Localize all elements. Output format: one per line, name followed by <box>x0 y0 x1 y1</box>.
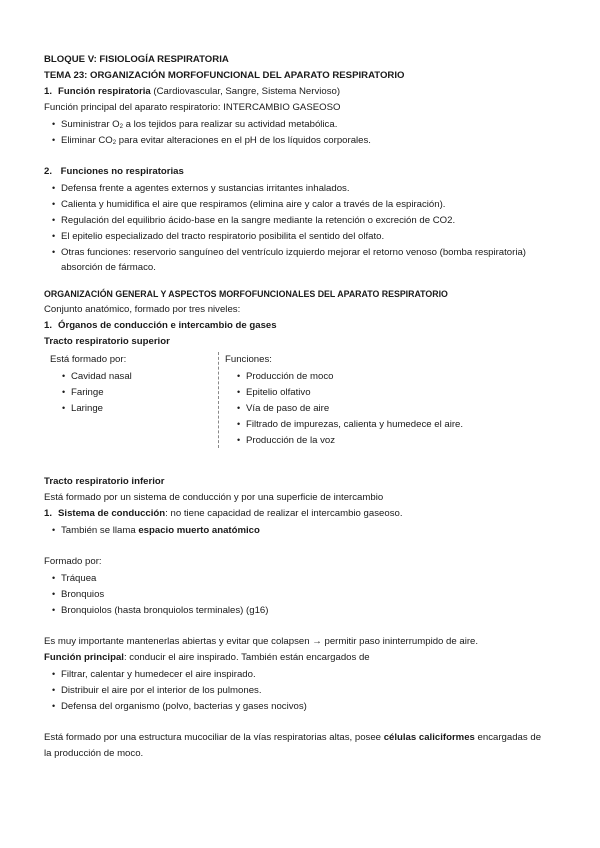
topic-title: TEMA 23: ORGANIZACIÓN MORFOFUNCIONAL DEL APARATO RESPIRATORIO <box>44 70 405 81</box>
list-item: • Vía de paso de aire <box>225 400 525 416</box>
list-item: • Producción de moco <box>225 368 525 384</box>
list-item: • El epitelio especializado del tracto respiratorio posibilita el sentido del olfato. <box>44 228 564 244</box>
list-item: • Defensa del organismo (polvo, bacterias y gases nocivos) <box>44 698 564 714</box>
list-item: • Distribuir el aire por el interior de los pulmones. <box>44 682 564 698</box>
main-function-line: Función principal: conducir el aire inspirado. También están encargados de <box>44 652 370 663</box>
section-2-heading: 2. Funciones no respiratorias <box>44 166 184 177</box>
formed-by-title: Formado por: <box>44 556 102 567</box>
important-note: Es muy importante mantenerlas abiertas y evitar que colapsen → permitir paso ininterrumpido de aire. <box>44 636 479 647</box>
composition-column <box>44 352 218 448</box>
main-function-text: Función principal del aparato respiratorio: INTERCAMBIO GASEOSO <box>44 102 341 113</box>
list-item: • Faringe <box>50 384 218 400</box>
list-item: • Laringe <box>50 400 218 416</box>
upper-tract-title: Tracto respiratorio superior <box>44 336 170 347</box>
list-item: • Filtrar, calentar y humedecer el aire inspirado. <box>44 666 564 682</box>
list-item-continuation: absorción de fármaco. <box>61 262 156 273</box>
organization-intro: Conjunto anatómico, formado por tres niveles: <box>44 304 241 315</box>
organization-heading: ORGANIZACIÓN GENERAL Y ASPECTOS MORFOFUNCIONALES DEL APARATO RESPIRATORIO <box>44 289 448 299</box>
list-item: • Regulación del equilibrio ácido-base en la sangre mediante la retención o excreción de CO2. <box>44 212 564 228</box>
list-item: • Tráquea <box>44 570 564 586</box>
list-item: • Eliminar $CO_2$ para evitar alteraciones en el pH de los líquidos corporales. <box>44 132 564 148</box>
list-item: • Producción de la voz <box>225 432 525 448</box>
upper-tract-columns <box>44 352 564 448</box>
document-page <box>44 52 564 762</box>
section-1-heading: 1. Función respiratoria (Cardiovascular, Sangre, Sistema Nervioso) <box>44 86 341 97</box>
block-title: BLOQUE V: FISIOLOGÍA RESPIRATORIA <box>44 54 229 65</box>
mucociliary-text: Está formado por una estructura mucociliar de la vías respiratorias altas, posee células caliciformes encargadas de <box>44 732 542 743</box>
list-item: • Bronquiolos (hasta bronquiolos terminales) (g16) <box>44 602 564 618</box>
list-item: • Epitelio olfativo <box>225 384 525 400</box>
composition-title: Está formado por: <box>50 354 127 365</box>
lower-tract-intro: Está formado por un sistema de conducción y por una superficie de intercambio <box>44 492 384 503</box>
list-item: • Defensa frente a agentes externos y sustancias irritantes inhalados. <box>44 180 564 196</box>
lower-tract-title: Tracto respiratorio inferior <box>44 476 165 487</box>
list-item: • Calienta y humidifica el aire que respiramos (elimina aire y calor a través de la espiración). <box>44 196 564 212</box>
list-item: • Cavidad nasal <box>50 368 218 384</box>
list-item: • Bronquios <box>44 586 564 602</box>
mucociliary-text-continuation: la producción de moco. <box>44 748 144 759</box>
list-item: • También se llama espacio muerto anatómico <box>44 522 564 538</box>
list-item: • Otras funciones: reservorio sanguíneo del ventrículo izquierdo mejorar el retorno venoso (bomba respiratoria) <box>44 244 564 260</box>
organs-heading: 1. Órganos de conducción e intercambio de gases <box>44 320 277 331</box>
functions-title: Funciones: <box>225 354 272 365</box>
list-item: • Filtrado de impurezas, calienta y humedece el aire. <box>225 416 525 432</box>
conduction-heading: 1. Sistema de conducción: no tiene capacidad de realizar el intercambio gaseoso. <box>44 508 403 519</box>
functions-column <box>218 352 525 448</box>
list-item: • Suministrar $O_2$ a los tejidos para realizar su actividad metabólica. <box>44 116 564 132</box>
